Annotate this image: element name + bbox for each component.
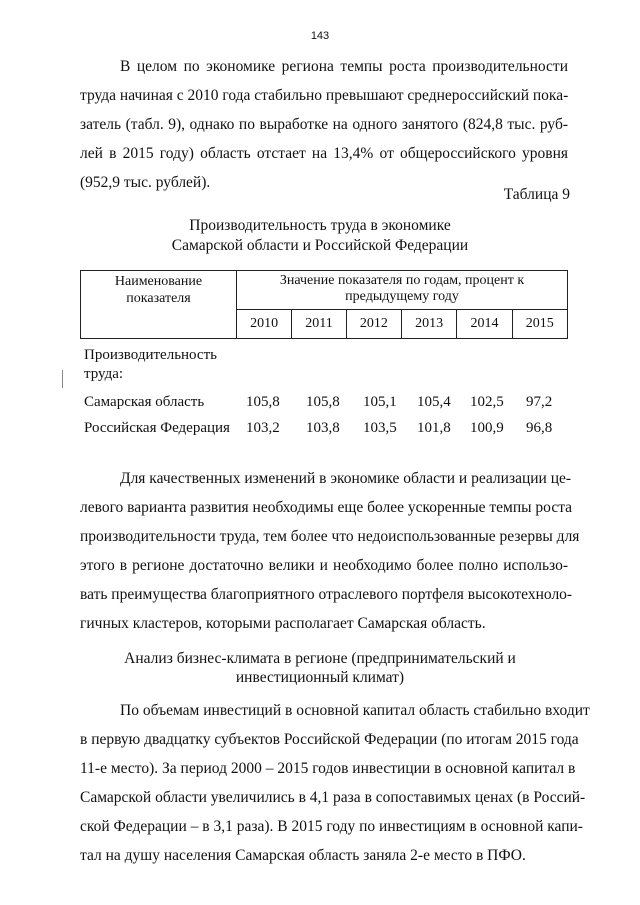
cell-value: 103,8 xyxy=(306,420,340,436)
cell-value: 100,9 xyxy=(470,420,504,436)
paragraph-line: (952,9 тыс. рублей). xyxy=(80,174,211,191)
table-group-label: Производительность труда: xyxy=(84,347,217,382)
paragraph-line: левого варианта развития необходимы еще более ускоренные темпы роста xyxy=(80,499,573,516)
paragraph-line: гичных кластеров, которыми располагает Самарская область. xyxy=(80,615,486,632)
column-header-values: Значение показателя по годам, процент к предыдущему году xyxy=(237,271,568,310)
cell-value: 97,2 xyxy=(526,394,553,410)
paragraph-development xyxy=(80,464,580,638)
productivity-table-header xyxy=(80,270,568,339)
paragraph-line: ской Федерации – в 3,1 раза). В 2015 году по инвестициям в основной капи- xyxy=(80,818,583,835)
cell-value: 103,2 xyxy=(246,420,280,436)
column-header-indicator-name: Наименование показателя xyxy=(81,271,237,339)
paragraph-line: По объемам инвестиций в основной капитал область стабильно входит xyxy=(120,702,590,719)
cell-value: 96,8 xyxy=(526,420,553,436)
paragraph-investments xyxy=(80,696,590,870)
table-title xyxy=(0,216,640,256)
paragraph-line: труда начиная с 2010 года стабильно превышают среднероссийский пока- xyxy=(80,87,569,104)
paragraph-line: Для качественных изменений в экономике области и реализации це- xyxy=(120,470,572,487)
table-label: Таблица 9 xyxy=(503,186,570,203)
row-name: Российская Федерация xyxy=(84,420,230,436)
table-title-line: Производительность труда в экономике xyxy=(189,217,451,234)
cell-value: 105,1 xyxy=(363,394,397,410)
paragraph-line: вать преимущества благоприятного отраслевого портфеля высокотехноло- xyxy=(80,586,573,603)
paragraph-line: лей в 2015 году) область отстает на 13,4% от общероссийского уровня xyxy=(80,145,568,162)
cell-value: 101,8 xyxy=(417,420,451,436)
paragraph-line: В целом по экономике региона темпы роста производительности xyxy=(120,58,568,75)
paragraph-line: в первую двадцатку субъектов Российской Федерации (по итогам 2015 года xyxy=(80,731,579,748)
year-header: 2014 xyxy=(457,310,512,339)
paragraph-line: этого в регионе достаточно велики и необходимо более полно использо- xyxy=(80,557,568,574)
year-header: 2013 xyxy=(401,310,456,339)
page-number: 143 xyxy=(310,30,330,42)
paragraph-line: 11-е место). За период 2000 – 2015 годов инвестиции в основной капитал в xyxy=(80,760,576,777)
cell-value: 105,4 xyxy=(417,394,451,410)
margin-mark xyxy=(62,370,63,388)
row-name: Самарская область xyxy=(84,394,205,410)
paragraph-line: Самарской области увеличились в 4,1 раза в сопоставимых ценах (в Россий- xyxy=(80,789,586,806)
paragraph-line: затель (табл. 9), однако по выработке на одного занятого (824,8 тыс. руб- xyxy=(80,116,568,133)
table-title-line: Самарской области и Российской Федерации xyxy=(171,237,469,254)
paragraph-line: тал на душу населения Самарская область заняла 2-е место в ПФО. xyxy=(80,847,526,864)
table-row xyxy=(84,420,568,444)
year-header: 2010 xyxy=(237,310,292,339)
cell-value: 105,8 xyxy=(246,394,280,410)
year-header: 2011 xyxy=(292,310,346,339)
section-heading-line: инвестиционный климат) xyxy=(235,669,405,686)
section-heading xyxy=(0,649,640,687)
paragraph-line: производительности труда, тем более что недоиспользованные резервы для xyxy=(80,528,580,545)
cell-value: 103,5 xyxy=(363,420,397,436)
paragraph-productivity-intro xyxy=(80,52,568,197)
cell-value: 105,8 xyxy=(306,394,340,410)
section-heading-line: Анализ бизнес-климата в регионе (предпринимательский и xyxy=(124,650,516,667)
year-header: 2015 xyxy=(512,310,567,339)
table-row xyxy=(84,394,568,418)
cell-value: 102,5 xyxy=(470,394,504,410)
year-header: 2012 xyxy=(346,310,401,339)
